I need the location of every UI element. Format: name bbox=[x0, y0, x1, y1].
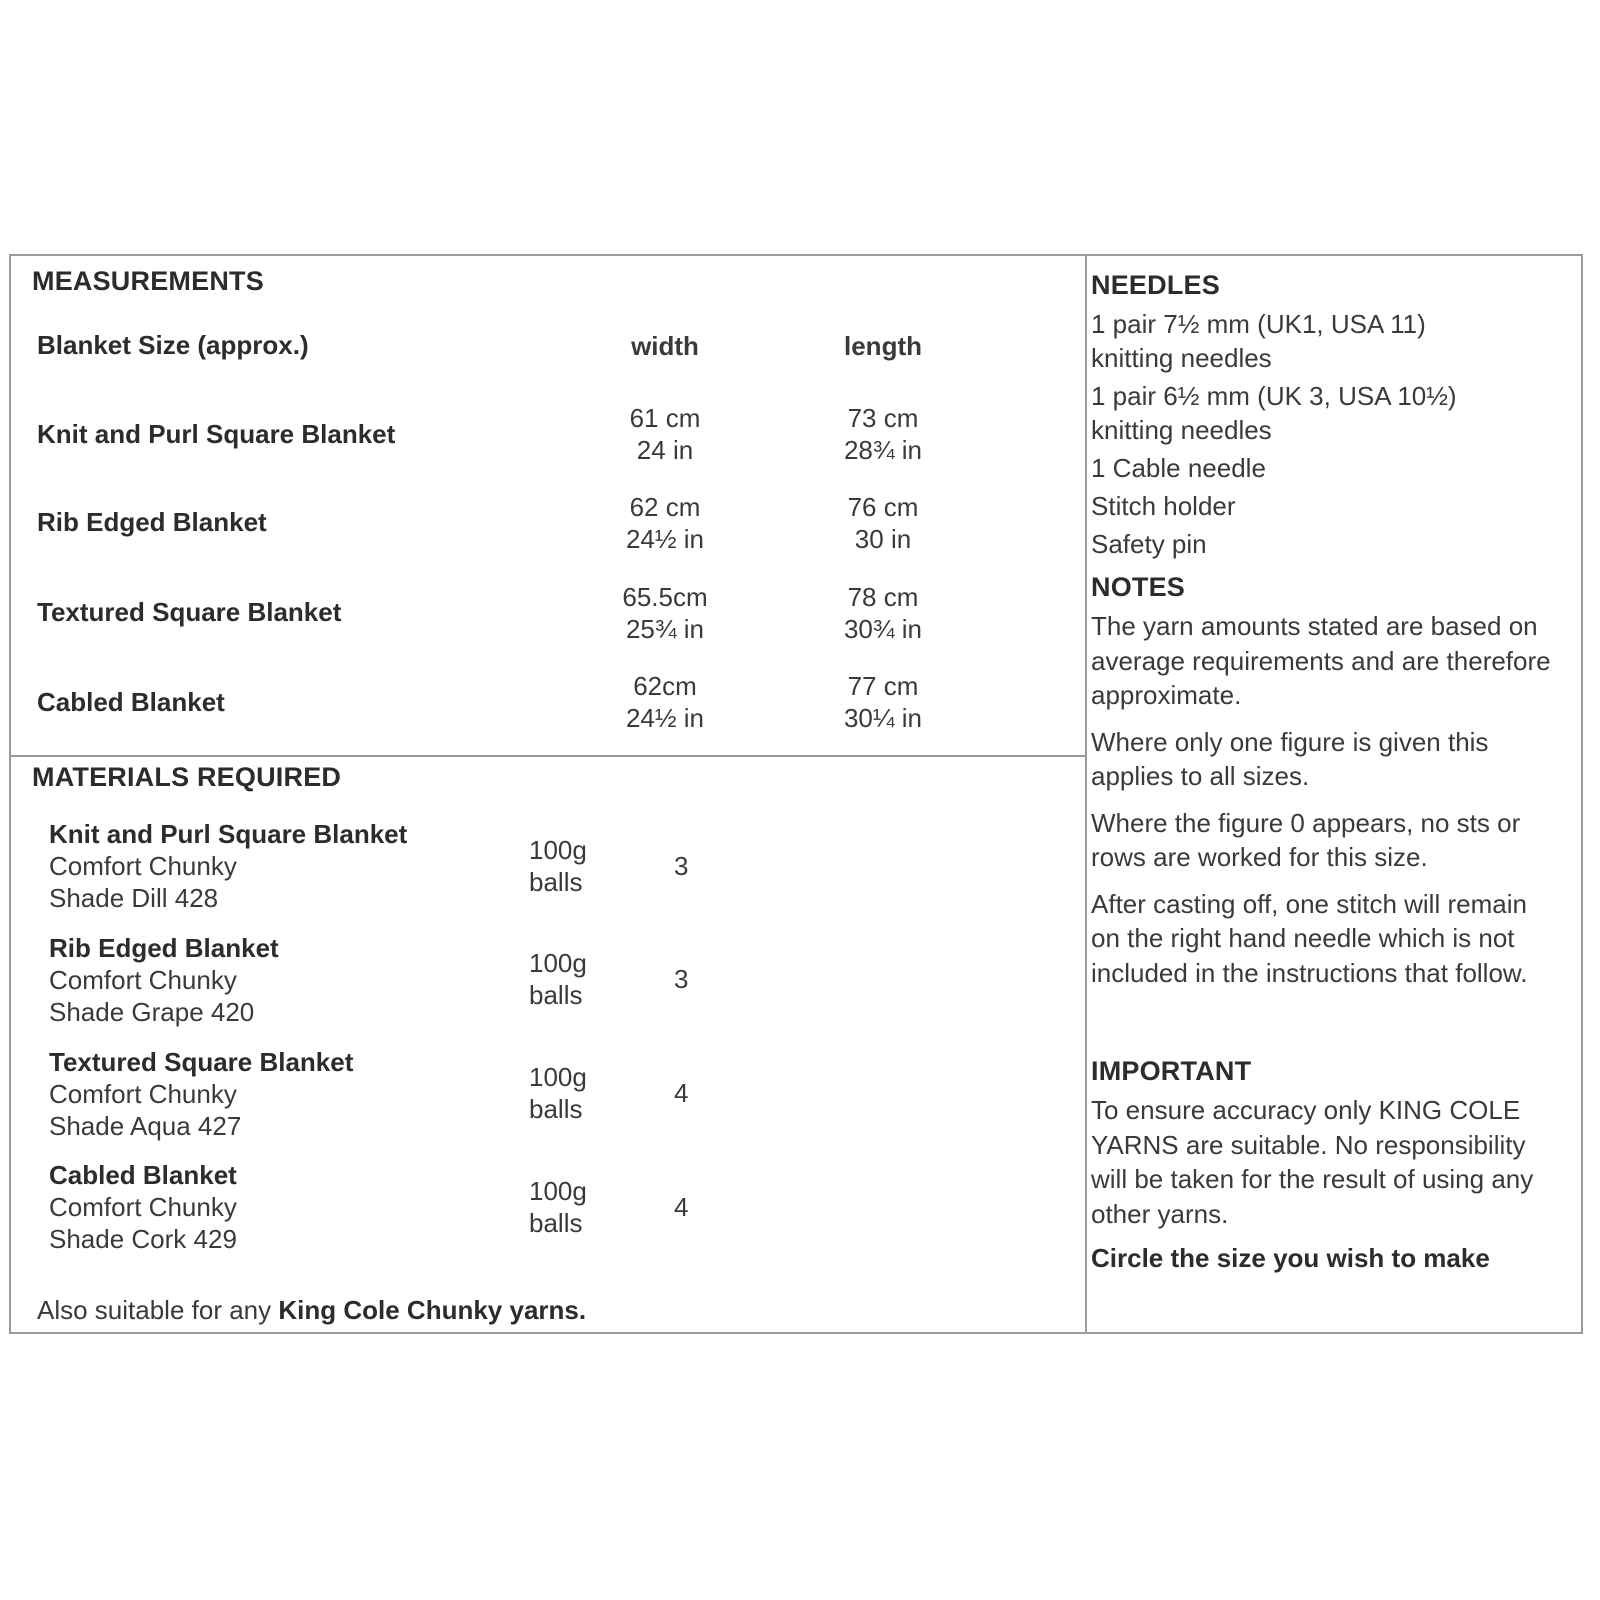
material-yarn: Comfort Chunky bbox=[49, 851, 237, 881]
material-yarn: Comfort Chunky bbox=[49, 1079, 237, 1109]
material-name: Cabled Blanket bbox=[49, 1160, 237, 1190]
measurement-length-value: 73 cm 28¾ in bbox=[843, 403, 923, 465]
important-text: To ensure accuracy only KING COLE YARNS are suitable. No responsibility will be taken for the result of using any other yarns. bbox=[1091, 1095, 1534, 1229]
material-unit: 100g balls bbox=[529, 1176, 587, 1238]
needle-item: Safety pin bbox=[1091, 529, 1207, 559]
measurements-header-width: width bbox=[631, 331, 699, 361]
material-shade: Shade Aqua 427 bbox=[49, 1111, 242, 1141]
important-section bbox=[1091, 1056, 1566, 1276]
measurement-row-name: Cabled Blanket bbox=[37, 687, 225, 717]
materials-heading: MATERIALS REQUIRED bbox=[32, 762, 342, 792]
material-item bbox=[49, 1159, 237, 1255]
measurement-width-value: 61 cm 24 in bbox=[629, 403, 701, 465]
measurement-width-value: 62cm 24½ in bbox=[625, 671, 705, 733]
needle-item: Stitch holder bbox=[1091, 491, 1236, 521]
material-unit: 100g balls bbox=[529, 1062, 587, 1124]
material-item bbox=[49, 932, 279, 1028]
material-quantity: 3 bbox=[674, 964, 689, 994]
needle-item: 1 pair 6½ mm (UK 3, USA 10½) knitting needles bbox=[1091, 381, 1457, 445]
measurement-row-name: Knit and Purl Square Blanket bbox=[37, 419, 396, 449]
material-unit: 100g balls bbox=[529, 835, 587, 897]
material-item bbox=[49, 818, 407, 914]
material-unit: 100g balls bbox=[529, 948, 587, 1010]
needles-heading: NEEDLES bbox=[1091, 270, 1220, 300]
measurement-length-value: 76 cm 30 in bbox=[847, 492, 919, 554]
material-item bbox=[49, 1046, 353, 1142]
material-quantity: 4 bbox=[674, 1078, 689, 1108]
material-yarn: Comfort Chunky bbox=[49, 1192, 237, 1222]
measurement-row-name: Textured Square Blanket bbox=[37, 597, 342, 627]
notes-heading: NOTES bbox=[1091, 572, 1186, 602]
measurement-width-value: 65.5cm 25¾ in bbox=[622, 582, 708, 644]
material-shade: Shade Dill 428 bbox=[49, 883, 219, 913]
material-quantity: 3 bbox=[674, 851, 689, 881]
needles-section bbox=[1091, 270, 1566, 561]
measurement-row-name: Rib Edged Blanket bbox=[37, 507, 267, 537]
note-paragraph: The yarn amounts stated are based on average requirements and are therefore approximate. bbox=[1091, 611, 1551, 710]
materials-footer-note: Also suitable for any King Cole Chunky yarns. bbox=[37, 1295, 587, 1325]
note-paragraph: After casting off, one stitch will remain on the right hand needle which is not included in the instructions that follow. bbox=[1091, 888, 1528, 988]
material-yarn: Comfort Chunky bbox=[49, 965, 237, 995]
important-heading: IMPORTANT bbox=[1091, 1056, 1252, 1086]
material-name: Knit and Purl Square Blanket bbox=[49, 819, 408, 849]
measurements-heading: MEASUREMENTS bbox=[32, 266, 264, 296]
measurement-length-value: 78 cm 30¾ in bbox=[843, 582, 923, 644]
measurements-header-label: Blanket Size (approx.) bbox=[37, 330, 309, 360]
measurement-length-value: 77 cm 30¼ in bbox=[843, 671, 923, 733]
material-name: Rib Edged Blanket bbox=[49, 933, 279, 963]
measurements-header-length: length bbox=[844, 331, 922, 361]
needle-item: 1 Cable needle bbox=[1091, 453, 1266, 483]
material-shade: Shade Cork 429 bbox=[49, 1224, 237, 1254]
material-shade: Shade Grape 420 bbox=[49, 997, 255, 1027]
column-divider bbox=[1085, 256, 1087, 1332]
needle-item: 1 pair 7½ mm (UK1, USA 11) knitting needles bbox=[1091, 309, 1426, 373]
material-name: Textured Square Blanket bbox=[49, 1047, 354, 1077]
important-emphasis: Circle the size you wish to make bbox=[1091, 1243, 1490, 1273]
notes-section bbox=[1091, 572, 1566, 990]
section-divider bbox=[11, 755, 1086, 757]
note-paragraph: Where only one figure is given this applies to all sizes. bbox=[1091, 726, 1489, 791]
material-quantity: 4 bbox=[674, 1192, 689, 1222]
measurement-width-value: 62 cm 24½ in bbox=[625, 492, 705, 554]
note-paragraph: Where the figure 0 appears, no sts or rows are worked for this size. bbox=[1091, 807, 1521, 872]
